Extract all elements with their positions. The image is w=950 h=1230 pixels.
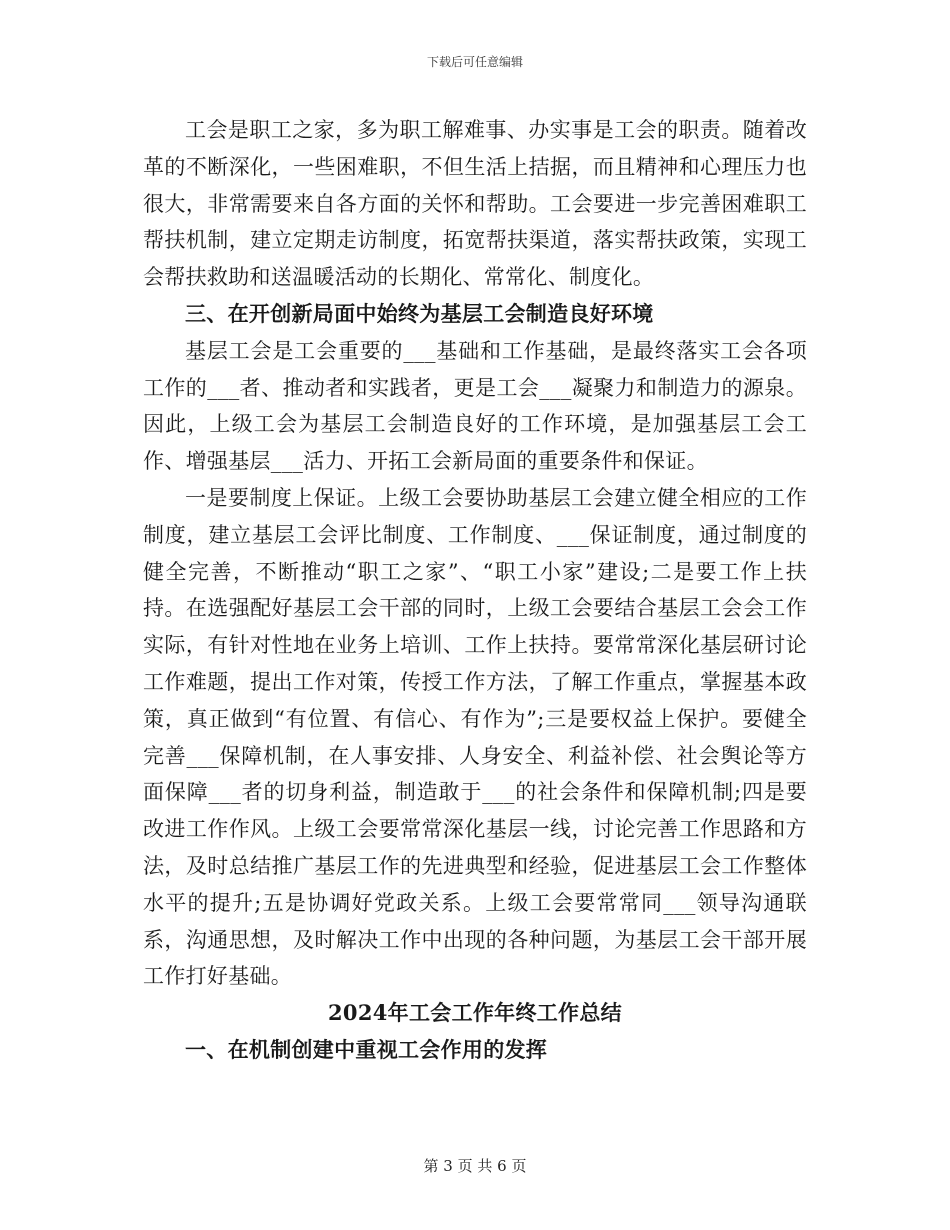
document-body: [143, 112, 807, 1069]
paragraph-grassroots-union: 基层工会是工会重要的___基础和工作基础，是最终落实工会各项工作的___者、推动者和实践者，更是工会___凝聚力和制造力的源泉。因此，上级工会为基层工会制造良好的工作环境，是加强基层工会工作、增强基层___活力、开拓工会新局面的重要条件和保证。: [143, 338, 807, 474]
paragraph-five-measures: 一是要制度上保证。上级工会要协助基层工会建立健全相应的工作制度，建立基层工会评比制度、工作制度、___保证制度，通过制度的健全完善，不断推动“职工之家”、“职工小家”建设;二是要工作上扶持。在选强配好基层工会干部的同时，上级工会要结合基层工会会工作实际，有针对性地在业务上培训、工作上扶持。要常常深化基层研讨论工作难题，提出工作对策，传授工作方法，了解工作重点，掌握基本政策，真正做到“有位置、有信心、有作为”;三是要权益上保护。要健全完善___保障机制，在人事安排、人身安全、利益补偿、社会舆论等方面保障___者的切身利益，制造敢于___的社会条件和保障机制;四是要改进工作作风。上级工会要常常深化基层一线，讨论完善工作思路和方法，及时总结推广基层工作的先进典型和经验，促进基层工会工作整体水平的提升;五是协调好党政关系。上级工会要常常同___领导沟通联系，沟通思想，及时解决工作中出现的各种问题，为基层工会干部开展工作打好基础。: [143, 485, 807, 989]
paragraph-union-home: 工会是职工之家，多为职工解难事、办实事是工会的职责。随着改革的不断深化，一些困难职，不但生活上拮据，而且精神和心理压力也很大，非常需要来自各方面的关怀和帮助。工会要进一步完善困难职工帮扶机制，建立定期走访制度，拓宽帮扶渠道，落实帮扶政策，实现工会帮扶救助和送温暖活动的长期化、常常化、制度化。: [143, 118, 807, 290]
document-title: 2024年工会工作年终工作总结: [328, 1000, 622, 1026]
page-number: 第 3 页 共 6 页: [423, 1157, 527, 1175]
section-heading-1: 一、在机制创建中重视工会作用的发挥: [185, 1036, 548, 1062]
section-heading-3: 三、在开创新局面中始终为基层工会制造良好环境: [185, 300, 654, 326]
page-header-note: 下载后可任意编辑: [426, 55, 523, 69]
